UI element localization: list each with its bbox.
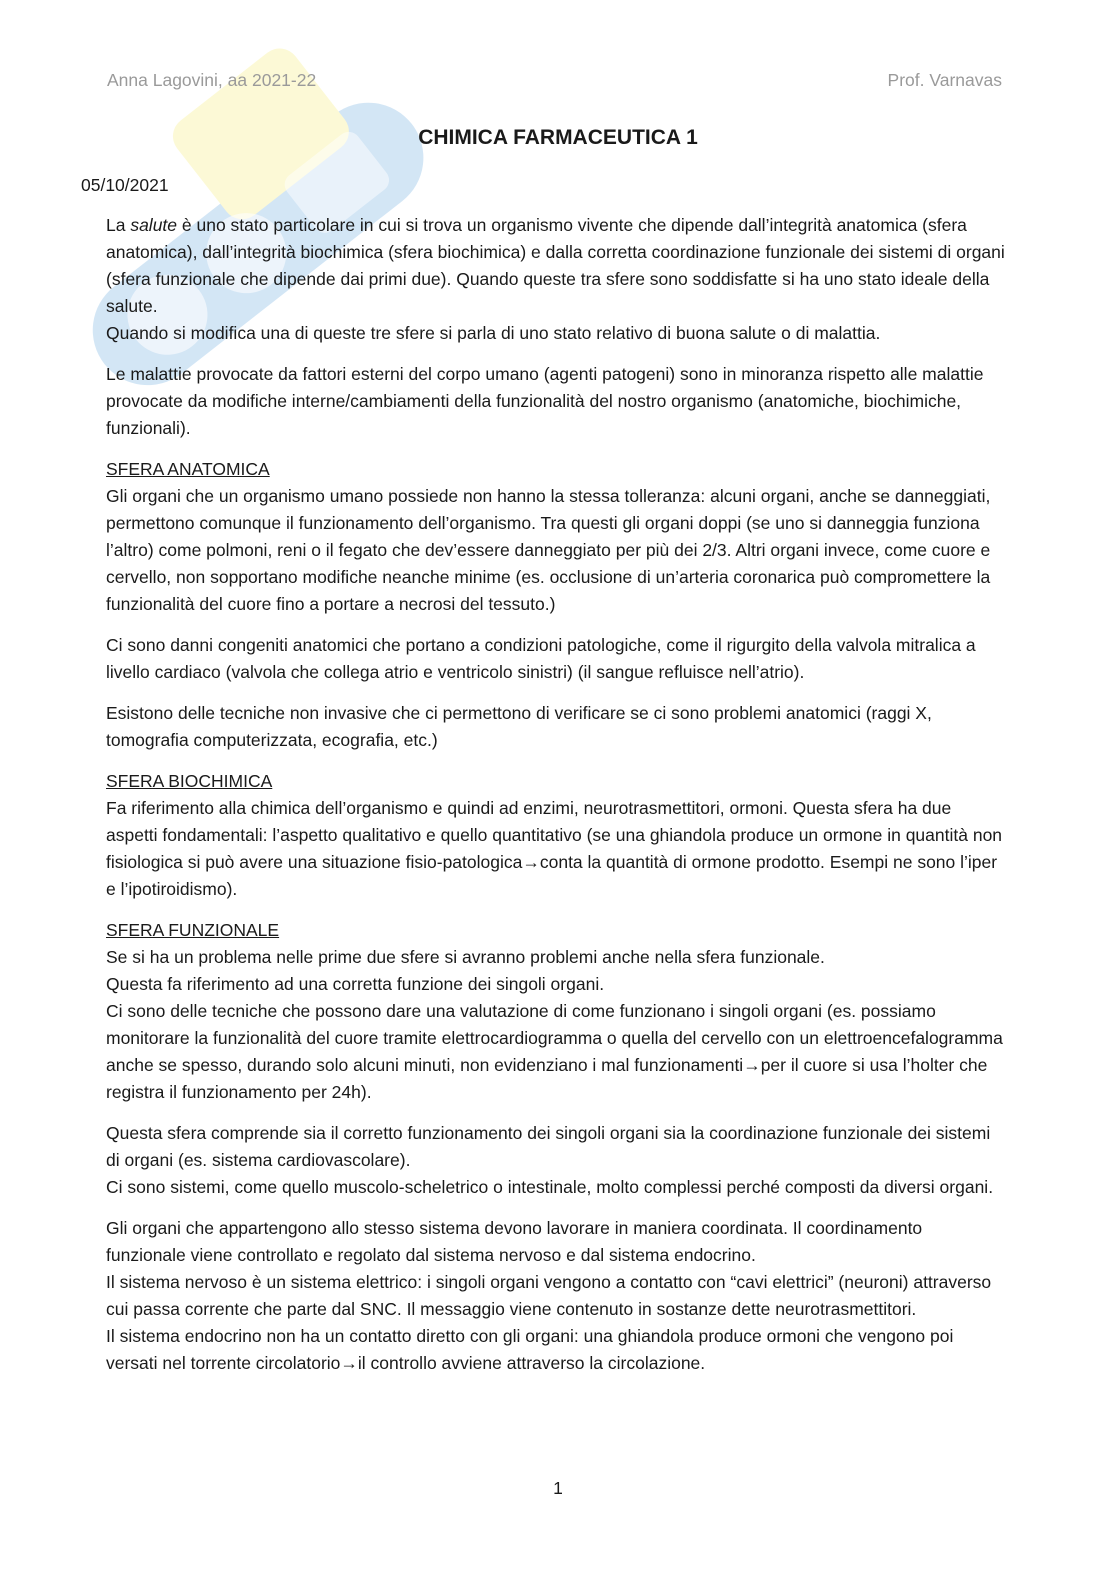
section-biochimica	[106, 768, 1006, 903]
funzionale-text-1b: Questa fa riferimento ad una corretta funzione dei singoli organi.	[106, 974, 605, 994]
anatomica-paragraph-3: Esistono delle tecniche non invasive che ci permettono di verificare se ci sono problemi anatomici (raggi X, tomografia computerizzata, ecografia, etc.)	[106, 703, 932, 750]
biochimica-text-1: Fa riferimento alla chimica dell’organismo e quindi ad enzimi, neurotrasmettitori, ormoni. Questa sfera ha due aspetti fondamentali: l’aspetto qualitativo e quello quantitativo (se una ghiandola produce un ormone in quantità non fisiologica si può avere una situazione fisio-patologica→conta la quantità di ormone prodotto. Esempi ne sono l’iper e l’ipotiroidismo).	[106, 798, 1003, 899]
intro-text-c: Quando si modifica una di queste tre sfere si parla di uno stato relativo di buona salute o di malattia.	[106, 323, 881, 343]
section-funzionale	[106, 917, 1006, 1106]
intro-paragraph-2: Le malattie provocate da fattori esterni del corpo umano (agenti patogeni) sono in minoranza rispetto alle malattie provocate da modifiche interne/cambiamenti della funzionalità del nostro organismo (anatomiche, biochimiche, funzionali).	[106, 364, 984, 438]
section-heading-anatomica: SFERA ANATOMICA	[106, 459, 270, 479]
lecture-date: 05/10/2021	[81, 175, 169, 195]
funzionale-text-3a: Gli organi che appartengono allo stesso sistema devono lavorare in maniera coordinata. Il coordinamento funzionale viene controllato e regolato dal sistema nervoso e dal sistema endocrino.	[106, 1218, 923, 1265]
section-heading-biochimica: SFERA BIOCHIMICA	[106, 771, 273, 791]
section-heading-funzionale: SFERA FUNZIONALE	[106, 920, 280, 940]
funzionale-text-1a: Se si ha un problema nelle prime due sfere si avranno problemi anche nella sfera funzionale.	[106, 947, 825, 967]
anatomica-text-1: Gli organi che un organismo umano possiede non hanno la stessa tolleranza: alcuni organi, anche se danneggiati, permettono comunque il funzionamento dell’organismo. Tra questi gli organi doppi (se uno si danneggia funziona l’altro) come polmoni, reni o il fegato che dev’essere danneggiato per più dei 2/3. Altri organi invece, come cuore e cervello, non sopportano modifiche neanche minime (es. occlusione di un’arteria coronarica può compromettere la funzionalità del cuore fino a portare a necrosi del tessuto.)	[106, 486, 991, 614]
funzionale-text-2b: Ci sono sistemi, come quello muscolo-scheletrico o intestinale, molto complessi perché composti da diversi organi.	[106, 1177, 994, 1197]
page-number: 1	[553, 1478, 563, 1498]
section-anatomica	[106, 456, 1006, 618]
intro-text-b: è uno stato particolare in cui si trova un organismo vivente che dipende dall’integrità anatomica (sfera anatomica), dall’integrità biochimica (sfera biochimica) e dalla corretta coordinazione funzionale dei sistemi di organi (sfera funzionale che dipende dai primi due). Quando queste tra sfere sono soddisfatte si ha uno stato ideale della salute.	[106, 215, 1005, 316]
document-body	[106, 212, 1006, 1391]
funzionale-text-1c: Ci sono delle tecniche che possono dare una valutazione di come funzionano i singoli organi (es. possiamo monitorare la funzionalità del cuore tramite elettrocardiogramma o quella del cervello con un elettroencefalogramma anche se spesso, durando solo alcuni minuti, non evidenziano i mal funzionamenti→per il cuore si usa l’holter che registra il funzionamento per 24h).	[106, 1001, 1003, 1102]
intro-emphasis: salute	[130, 215, 178, 235]
funzionale-text-2a: Questa sfera comprende sia il corretto funzionamento dei singoli organi sia la coordinazione funzionale dei sistemi di organi (es. sistema cardiovascolare).	[106, 1123, 991, 1170]
header-author: Anna Lagovini, aa 2021-22	[107, 70, 317, 90]
funzionale-text-3b: Il sistema nervoso è un sistema elettrico: i singoli organi vengono a contatto con “cavi elettrici” (neuroni) attraverso cui passa corrente che parte dal SNC. Il messaggio viene contenuto in sostanze dette neurotrasmettitori.	[106, 1272, 992, 1319]
intro-paragraph-1	[106, 212, 1006, 347]
funzionale-paragraph-2	[106, 1120, 1006, 1201]
funzionale-text-3c: Il sistema endocrino non ha un contatto diretto con gli organi: una ghiandola produce ormoni che vengono poi versati nel torrente circolatorio→il controllo avviene attraverso la circolazione.	[106, 1326, 954, 1373]
document-title: CHIMICA FARMACEUTICA 1	[418, 126, 698, 149]
anatomica-paragraph-2: Ci sono danni congeniti anatomici che portano a condizioni patologiche, come il rigurgito della valvola mitralica a livello cardiaco (valvola che collega atrio e ventricolo sinistri) (il sangue refluisce nell’atrio).	[106, 635, 976, 682]
header-professor: Prof. Varnavas	[887, 70, 1002, 90]
intro-text-a: La	[106, 215, 131, 235]
funzionale-paragraph-3	[106, 1215, 1006, 1377]
